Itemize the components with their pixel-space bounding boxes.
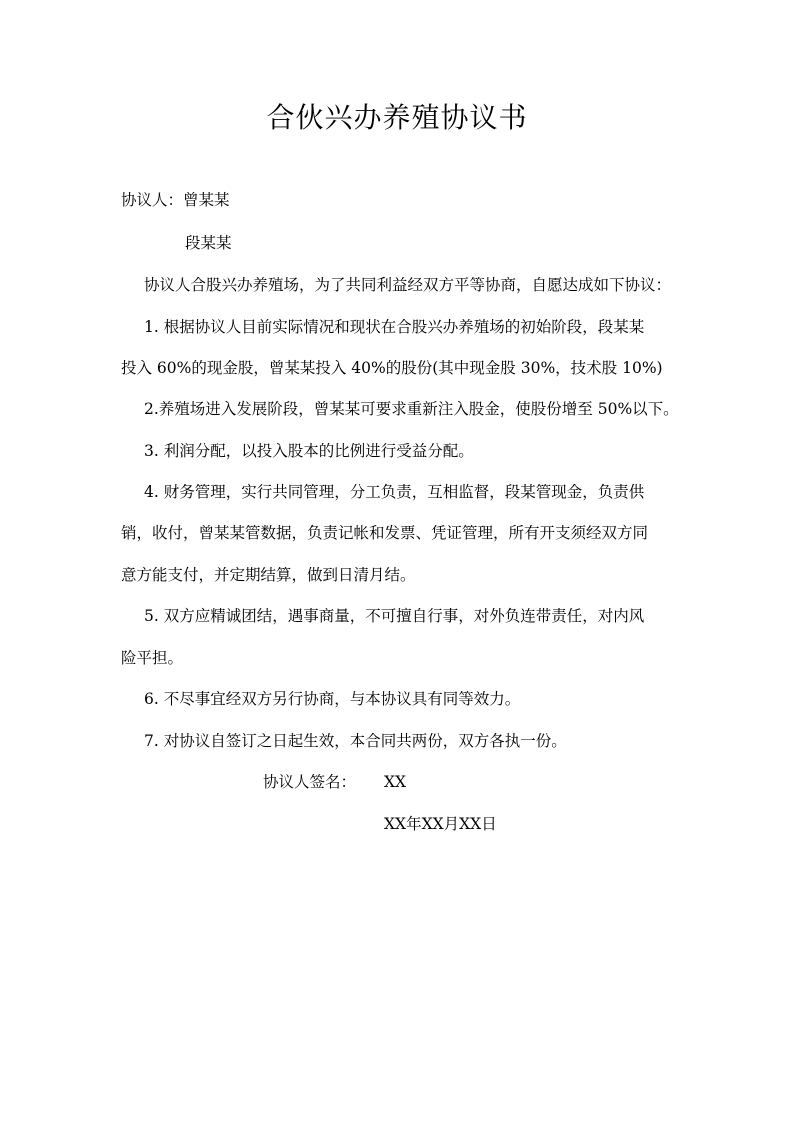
signature-label: 协议人签名： xyxy=(263,773,357,791)
clause-3: 3. 利润分配，以投入股本的比例进行受益分配。 xyxy=(144,442,474,460)
agreement-intro: 协议人合股兴办养殖场，为了共同利益经双方平等协商，自愿达成如下协议： xyxy=(144,276,672,294)
party-line-first: 协议人：曾某某 xyxy=(121,191,230,209)
clause-5-line-1: 5. 双方应精诚团结，遇事商量，不可擅自行事，对外负连带责任，对内风 xyxy=(144,607,645,625)
clause-6: 6. 不尽事宜经双方另行协商，与本协议具有同等效力。 xyxy=(144,690,521,708)
clause-1-line-1: 1. 根据协议人目前实际情况和现状在合股兴办养殖场的初始阶段，段某某 xyxy=(144,318,645,336)
signing-date: XX年XX月XX日 xyxy=(384,815,497,833)
clause-4-line-1: 4. 财务管理，实行共同管理，分工负责，互相监督，段某管现金，负责供 xyxy=(144,483,645,501)
clause-4-line-3: 意方能支付，并定期结算，做到日清月结。 xyxy=(121,566,416,584)
clause-2: 2.养殖场进入发展阶段，曾某某可要求重新注入股金，使股份增至 50%以下。 xyxy=(144,400,679,418)
signature-value: XX xyxy=(384,773,407,791)
party-line-second: 段某某 xyxy=(185,234,232,252)
clause-1-line-2: 投入 60%的现金股，曾某某投入 40%的股份(其中现金股 30%，技术股 10%) xyxy=(121,359,663,377)
document-title: 合伙兴办养殖协议书 xyxy=(266,101,528,134)
clause-4-line-2: 销，收付，曾某某管数据，负责记帐和发票、凭证管理，所有开支须经双方同 xyxy=(121,524,649,542)
clause-5-line-2: 险平担。 xyxy=(121,649,184,667)
clause-7: 7. 对协议自签订之日起生效，本合同共两份，双方各执一份。 xyxy=(144,732,567,750)
